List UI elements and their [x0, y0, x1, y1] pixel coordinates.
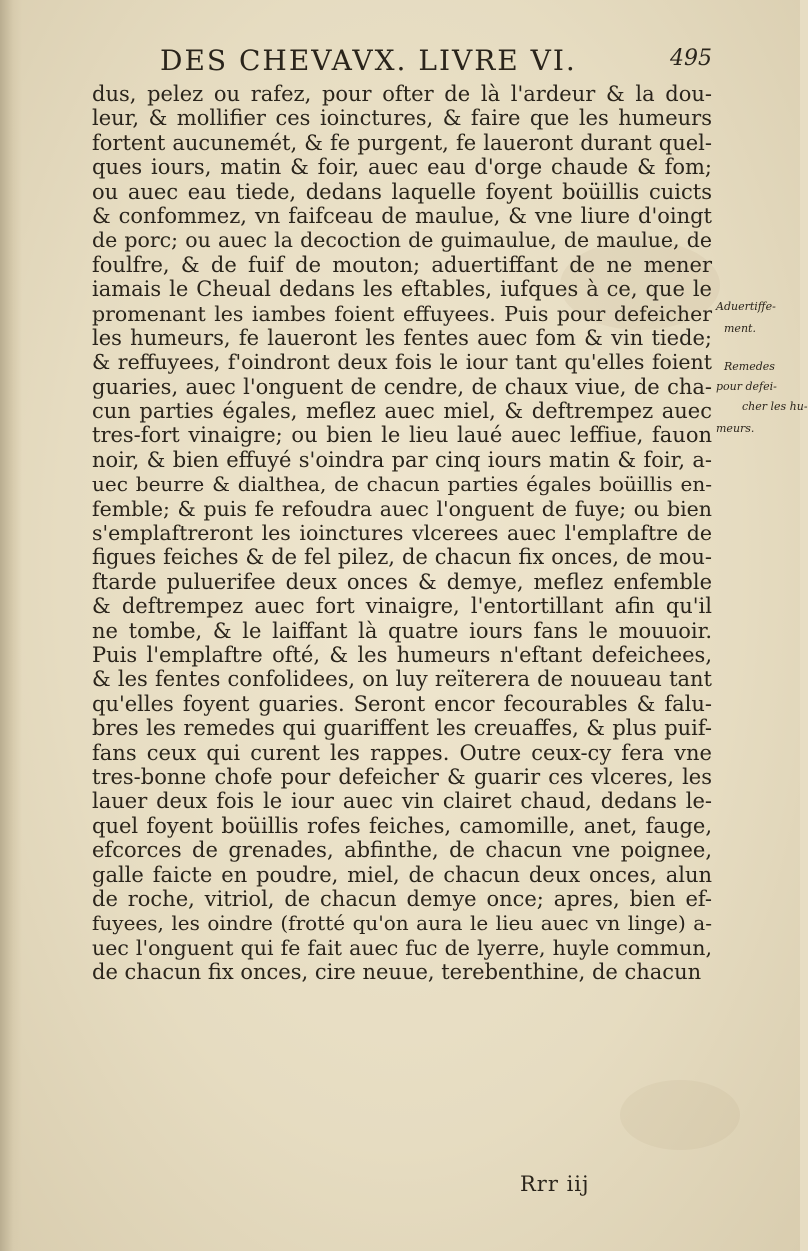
margin-note-aduertissement: Aduertiffe- — [716, 300, 776, 313]
text-line: & reffuyees, f'oindront deux fois le iour tant qu'elles foient — [92, 350, 712, 375]
text-line: ftarde puluerifee deux onces & demye, meflez enfemble — [92, 569, 712, 594]
text-line: efcorces de grenades, abfinthe, de chacun vne poignee, — [92, 838, 712, 863]
text-line: & deftrempez auec fort vinaigre, l'entortillant afin qu'il — [92, 594, 712, 619]
text-line: tres-fort vinaigre; ou bien le lieu laué auec leffiue, fauon — [92, 423, 712, 448]
running-head — [160, 44, 640, 80]
page-gutter-shadow — [0, 0, 22, 1251]
text-line: les humeurs, fe laueront les fentes auec fom & vin tiede; — [92, 325, 712, 350]
text-line: tres-bonne chofe pour defeicher & guarir ces vlceres, les — [92, 764, 712, 789]
text-line: leur, & mollifier ces ioinctures, & faire que les humeurs — [92, 106, 712, 131]
text-line: Puis l'emplaftre ofté, & les humeurs n'eftant defeichees, — [92, 642, 712, 667]
text-line: quel foyent boüillis rofes feiches, camomille, anet, fauge, — [92, 813, 712, 838]
text-line: guaries, auec l'onguent de cendre, de chaux viue, de cha- — [92, 374, 712, 399]
text-line: promenant les iambes foient effuyees. Puis pour defeicher — [92, 301, 712, 326]
text-line: ques iours, matin & foir, auec eau d'orge chaude & fom; — [92, 155, 712, 180]
text-line: bres les remedes qui guariffent les creuaffes, & plus puif- — [92, 716, 712, 741]
text-line: dus, pelez ou rafez, pour ofter de là l'ardeur & la dou- — [92, 82, 712, 106]
text-line: ou auec eau tiede, dedans laquelle foyent boüillis cuicts — [92, 179, 712, 204]
margin-note-remedes-cont: meurs. — [716, 422, 755, 435]
margin-note-remedes-cont: cher les hu- — [742, 400, 808, 413]
text-line: galle faicte en poudre, miel, de chacun deux onces, alun — [92, 862, 712, 887]
text-line: de chacun fix onces, cire neuue, terebenthine, de chacun — [92, 960, 702, 985]
text-line: uec l'onguent qui fe fait auec fuc de lyerre, huyle commun, — [92, 935, 712, 960]
text-line: s'emplaftreront les ioinctures vlcerees auec l'emplaftre de — [92, 521, 712, 546]
text-line: foulfre, & de fuif de mouton; aduertiffant de ne mener — [92, 252, 712, 277]
text-line: femble; & puis fe refoudra auec l'onguent de fuye; ou bien — [92, 496, 712, 521]
page-number: 495 — [670, 46, 712, 71]
margin-note-aduertissement-cont: ment. — [724, 322, 756, 335]
text-line: qu'elles foyent guaries. Seront encor fecourables & falu- — [92, 691, 712, 716]
text-line: fans ceux qui curent les rappes. Outre ceux-cy fera vne — [92, 740, 712, 765]
text-line: iamais le Cheual dedans les eftables, iufques à ce, que le — [92, 277, 712, 302]
margin-note-remedes-cont: pour defei- — [716, 380, 777, 393]
text-line: figues feiches & de fel pilez, de chacun fix onces, de mou- — [92, 545, 712, 570]
text-line: cun parties égales, meflez auec miel, & deftrempez auec — [92, 399, 712, 424]
text-line: & confommez, vn faifceau de maulue, & vne liure d'oingt — [92, 203, 712, 228]
text-block — [92, 82, 712, 984]
text-line: fortent aucunemét, & fe purgent, fe laueront durant quel- — [92, 130, 712, 155]
paper-stain — [620, 1080, 740, 1150]
margin-note-remedes: Remedes — [724, 360, 775, 373]
text-line: uec beurre & dialthea, de chacun parties égales boüillis en- — [92, 472, 712, 497]
text-line: & les fentes confolidees, on luy reïterera de nouueau tant — [92, 667, 712, 692]
text-line: de porc; ou auec la decoction de guimaulue, de maulue, de — [92, 228, 712, 253]
text-line: ne tombe, & le laiffant là quatre iours fans le mouuoir. — [92, 618, 712, 643]
signature-mark: Rrr iij — [520, 1172, 590, 1196]
text-line: lauer deux fois le iour auec vin clairet chaud, dedans le- — [92, 789, 712, 814]
text-line: de roche, vitriol, de chacun demye once; apres, bien ef- — [92, 886, 712, 911]
running-title: DES CHEVAVX. LIVRE VI. — [160, 44, 577, 77]
text-line: fuyees, les oindre (frotté qu'on aura le lieu auec vn linge) a- — [92, 911, 712, 936]
text-line: noir, & bien effuyé s'oindra par cinq iours matin & foir, a- — [92, 447, 712, 472]
